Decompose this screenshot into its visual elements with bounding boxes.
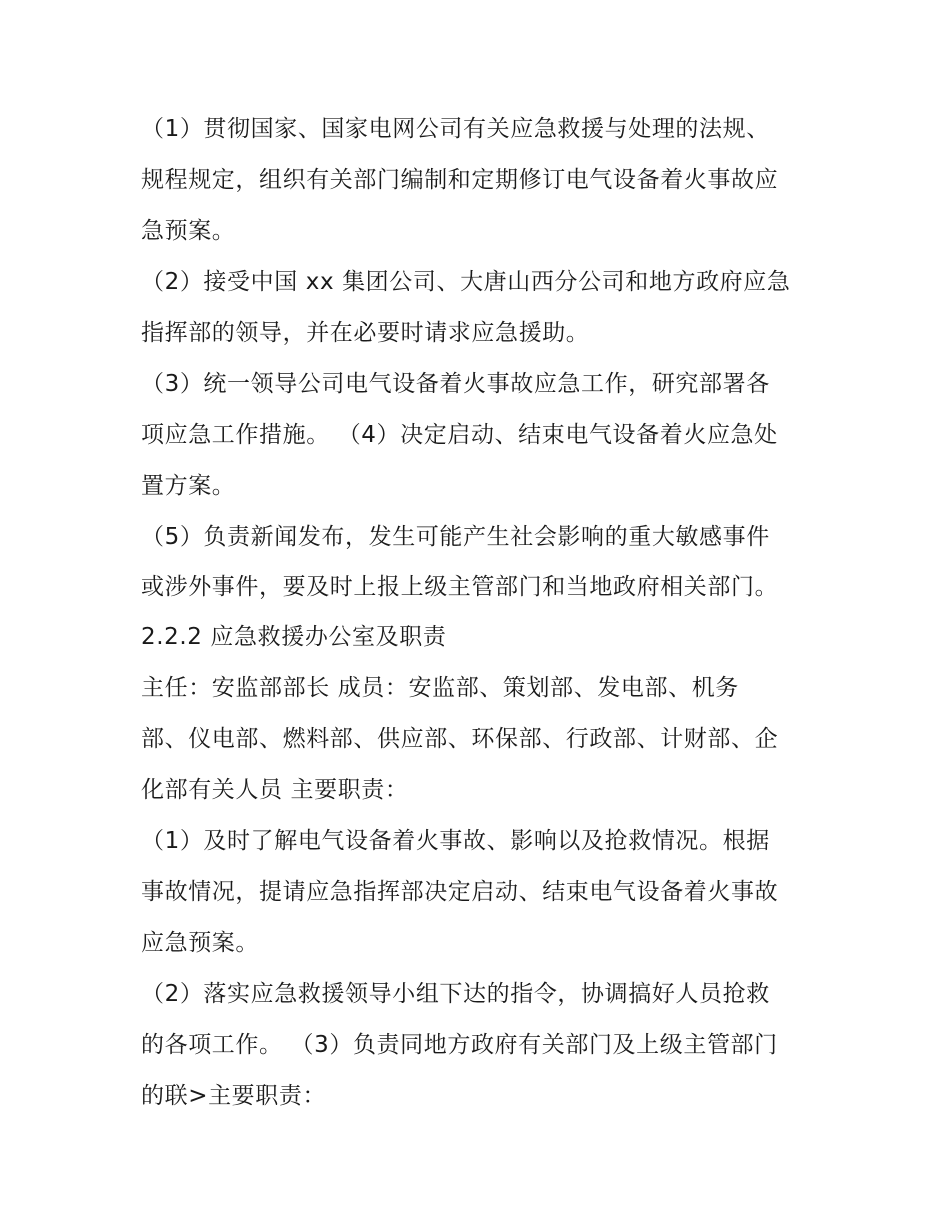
text-line: （1）及时了解电气设备着火事故、影响以及抢救情况。根据: [141, 828, 770, 854]
section-heading: 2.2.2 应急救援办公室及职责: [141, 624, 447, 650]
text-line: （3）统一领导公司电气设备着火事故应急工作，研究部署各: [141, 371, 770, 397]
text-line: （2）接受中国 xx 集团公司、大唐山西分公司和地方政府应急: [141, 269, 791, 295]
text-line: （5）负责新闻发布，发生可能产生社会影响的重大敏感事件: [141, 524, 770, 550]
text-line: 的各项工作。 （3）负责同地方政府有关部门及上级主管部门: [141, 1032, 778, 1058]
text-line: 应急预案。: [141, 930, 259, 956]
text-line: 规程规定，组织有关部门编制和定期修订电气设备着火事故应: [141, 167, 779, 193]
text-line: （2）落实应急救援领导小组下达的指令，协调搞好人员抢救: [141, 981, 770, 1007]
text-line: 化部有关人员 主要职责：: [141, 777, 409, 803]
text-line: 主任：安监部部长 成员：安监部、策划部、发电部、机务: [141, 675, 739, 701]
text-line: 的联>主要职责：: [141, 1083, 327, 1109]
text-line: 部、仪电部、燃料部、供应部、环保部、行政部、计财部、企: [141, 726, 779, 752]
text-line: 置方案。: [141, 473, 236, 499]
text-line: 急预案。: [141, 218, 236, 244]
text-line: （1）贯彻国家、国家电网公司有关应急救援与处理的法规、: [141, 116, 770, 142]
text-line: 事故情况，提请应急指挥部决定启动、结束电气设备着火事故: [141, 879, 779, 905]
text-line: 或涉外事件，要及时上报上级主管部门和当地政府相关部门。: [141, 574, 779, 600]
text-line: 指挥部的领导，并在必要时请求应急援助。: [141, 320, 590, 346]
text-line: 项应急工作措施。 （4）决定启动、结束电气设备着火应急处: [141, 422, 778, 448]
